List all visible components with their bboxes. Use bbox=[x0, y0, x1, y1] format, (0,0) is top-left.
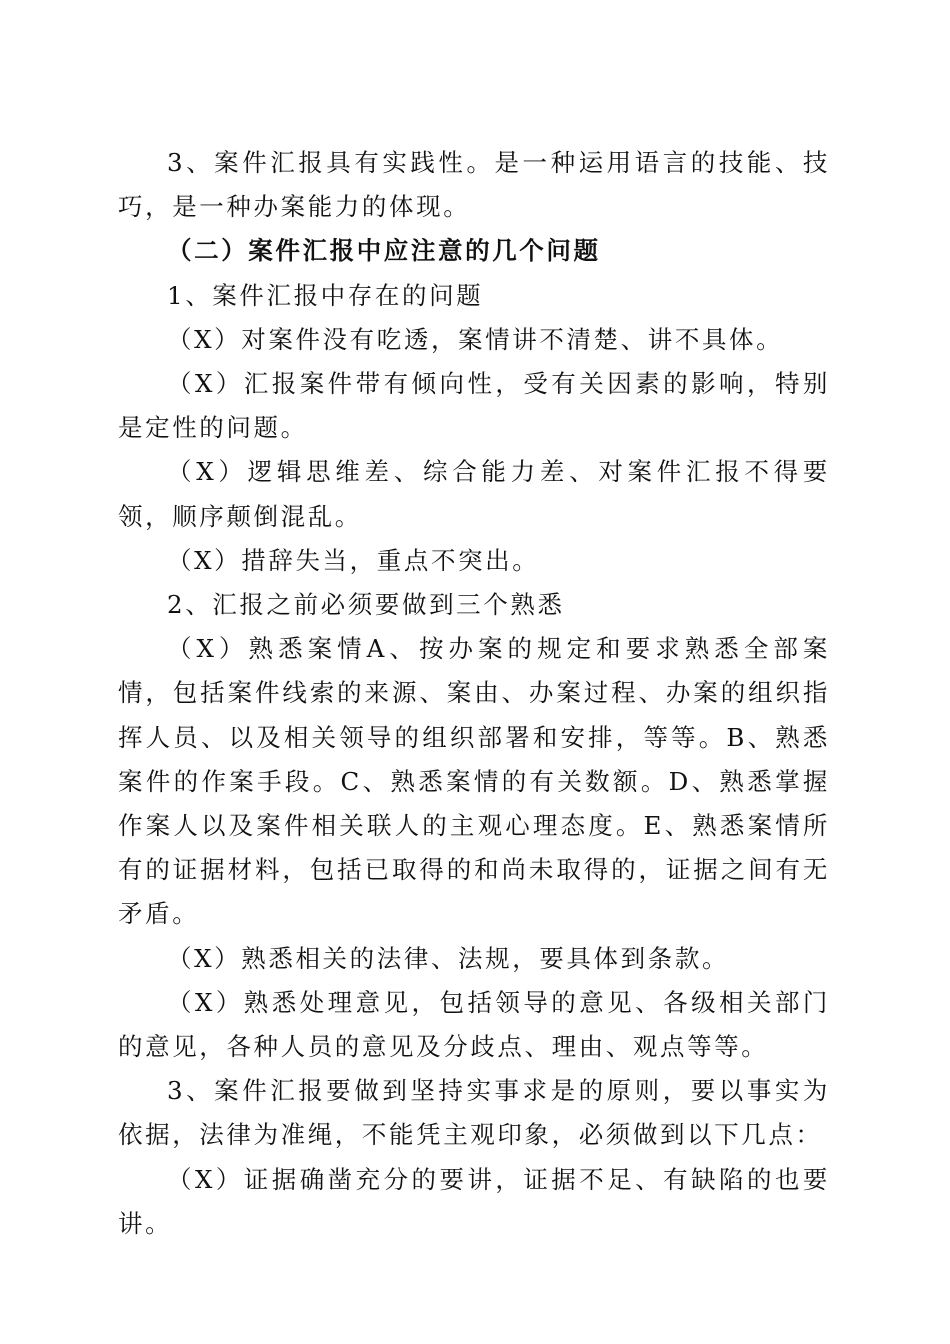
paragraph-practicality: 3、案件汇报具有实践性。是一种运用语言的技能、技巧，是一种办案能力的体现。 bbox=[118, 148, 830, 222]
subheading-three-familiarities: 2、汇报之前必须要做到三个熟悉 bbox=[167, 590, 565, 620]
list-item-problem-4: （X）措辞失当，重点不突出。 bbox=[167, 545, 540, 575]
list-item-familiar-opinions: （X）熟悉处理意见，包括领导的意见、各级相关部门的意见，各种人员的意见及分歧点、理由、观点等等。 bbox=[118, 987, 830, 1062]
subheading-existing-problems: 1、案件汇报中存在的问题 bbox=[167, 280, 484, 310]
list-item-evidence: （X）证据确凿充分的要讲，证据不足、有缺陷的也要讲。 bbox=[118, 1164, 830, 1238]
subheading-seek-truth: 3、案件汇报要做到坚持实事求是的原则，要以事实为依据，法律为准绳，不能凭主观印象，必须做到以下几点： bbox=[118, 1076, 830, 1150]
document-body bbox=[118, 141, 830, 1246]
list-item-problem-2: （X）汇报案件带有倾向性，受有关因素的影响，特别是定性的问题。 bbox=[118, 369, 830, 443]
list-item-familiar-law: （X）熟悉相关的法律、法规，要具体到条款。 bbox=[167, 943, 730, 973]
list-item-problem-1: （X）对案件没有吃透，案情讲不清楚、讲不具体。 bbox=[167, 324, 784, 354]
section-heading-issues: （二）案件汇报中应注意的几个问题 bbox=[167, 236, 601, 266]
list-item-problem-3: （X）逻辑思维差、综合能力差、对案件汇报不得要领，顺序颠倒混乱。 bbox=[118, 457, 830, 531]
list-item-familiar-case: （X）熟悉案情A、按办案的规定和要求熟悉全部案情，包括案件线索的来源、案由、办案过程、办案的组织指挥人员、以及相关领导的组织部署和安排，等等。B、熟悉案件的作案手段。C、熟悉案情的有关数额。D、熟悉掌握作案人以及案件相关联人的主观心理态度。E、熟悉案情所有的证据材料，包括已取得的和尚未取得的，证据之间有无矛盾。 bbox=[118, 634, 830, 929]
